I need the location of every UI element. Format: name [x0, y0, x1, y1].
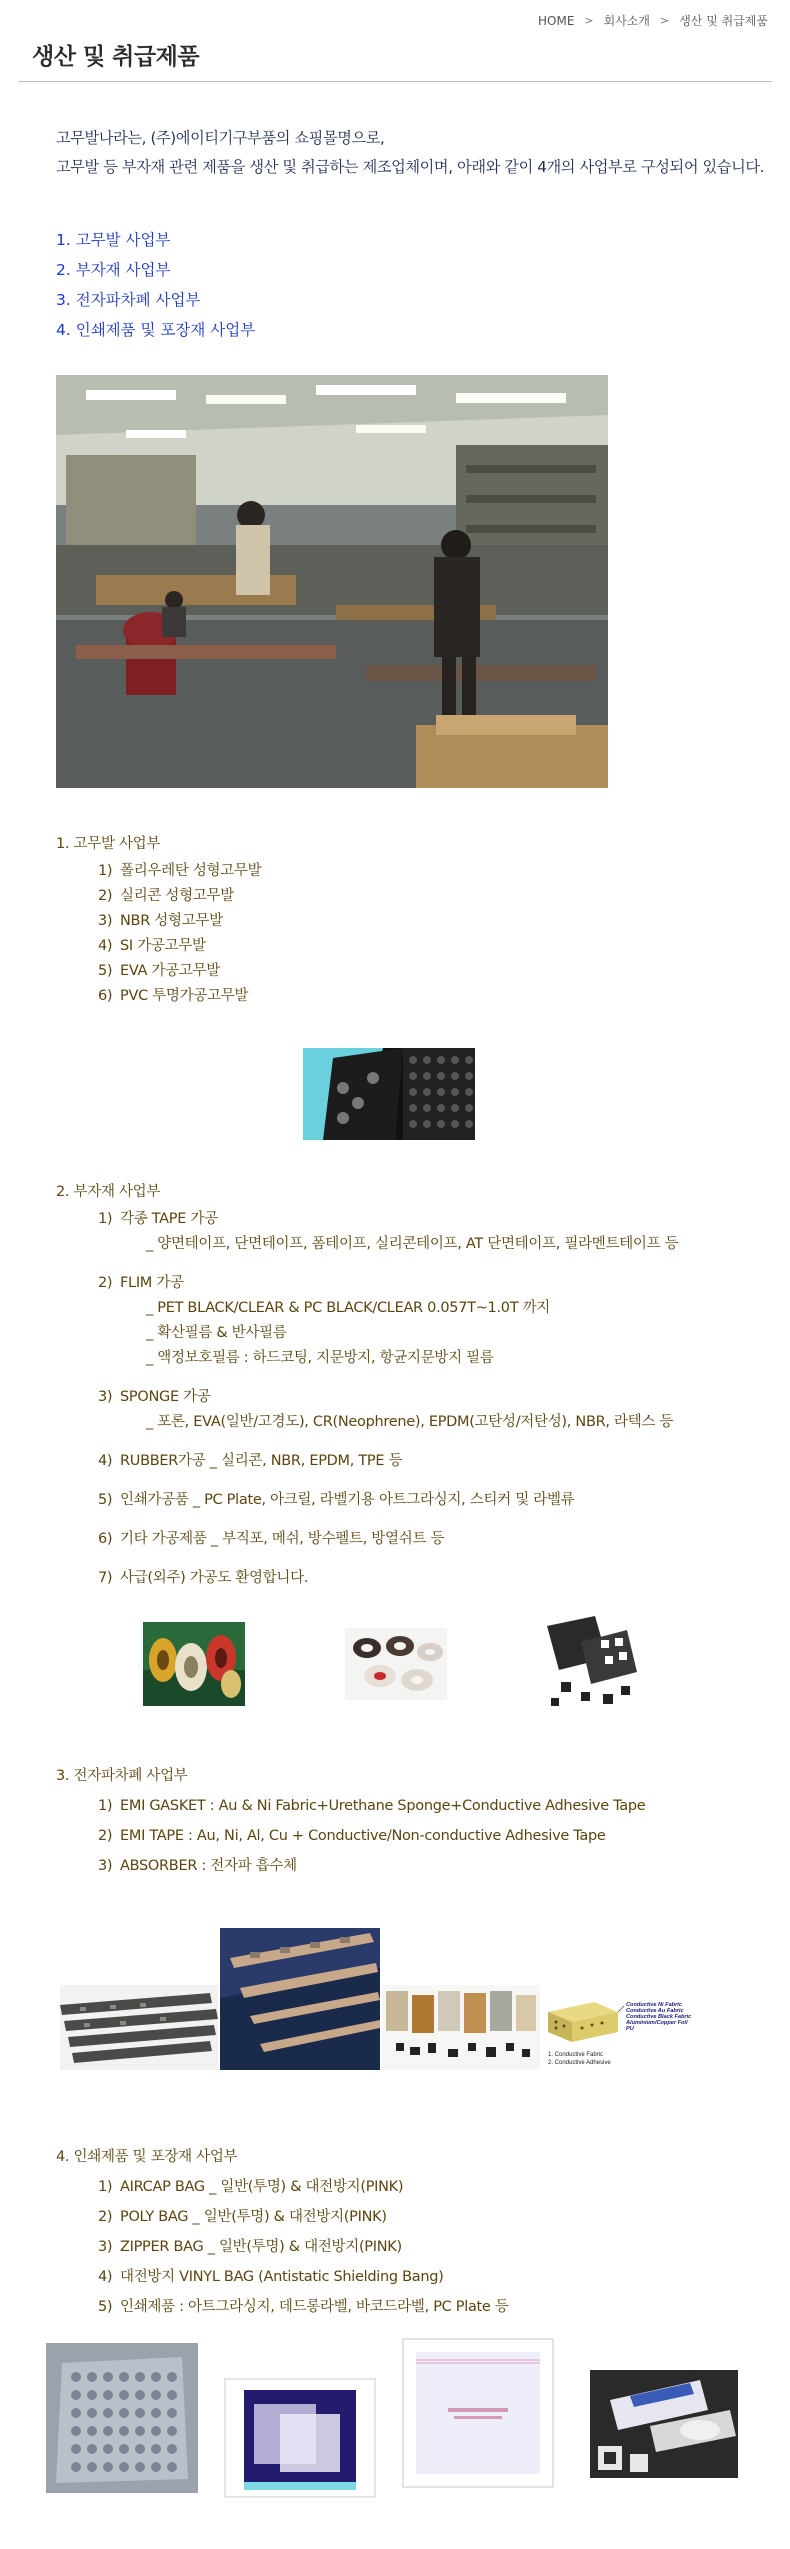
list-item: 5) 인쇄가공품 _ PC Plate, 아크릴, 라벨기용 아트그라싱지, 스티커 및 라벨류 [98, 1492, 575, 1508]
chevron-right-icon: > [660, 14, 670, 27]
section-heading: 2. 부자재 사업부 [56, 1184, 161, 1200]
division-list [56, 225, 255, 345]
list-item: 4) 대전방지 VINYL BAG (Antistatic Shielding Bang) [98, 2269, 444, 2285]
diagram-label: 1. Conductive Fabric [548, 2052, 604, 2058]
printed-labels-image [590, 2370, 738, 2478]
section-subsidiary [56, 1180, 678, 1591]
sponge-parts-image [541, 1612, 643, 1714]
diagram-label: Conductive Black Fabric [626, 2014, 692, 2020]
list-item: 2) FLIM 가공 [98, 1275, 184, 1291]
breadcrumb-current: 생산 및 취급제품 [679, 14, 768, 28]
list-item: 3) ABSORBER : 전자파 흡수체 [98, 1858, 297, 1874]
list-sub-item: _ PET BLACK/CLEAR & PC BLACK/CLEAR 0.057T~1.0T 까지 [146, 1300, 551, 1316]
breadcrumb-company-link[interactable]: 회사소개 [603, 14, 650, 28]
title-divider [18, 81, 772, 82]
list-item: 7) 사급(외주) 가공도 환영합니다. [98, 1570, 309, 1586]
rubber-feet-image [303, 1048, 475, 1140]
division-link-subsidiary[interactable]: 2. 부자재 사업부 [56, 261, 171, 279]
list-item: 4) SI 가공고무발 [98, 938, 206, 954]
list-sub-item: _ 확산필름 & 반사필름 [146, 1325, 287, 1341]
section-printing [56, 2145, 509, 2322]
list-item: 3) NBR 성형고무발 [98, 913, 223, 929]
diagram-label: PU [626, 2026, 634, 2032]
list-sub-item: _ 양면테이프, 단면테이프, 폼테이프, 실리콘테이프, AT 단면테이프, 필라멘트테이프 등 [146, 1236, 679, 1252]
list-item: 1) 각종 TAPE 가공 [98, 1211, 218, 1227]
foam-tape-image [345, 1628, 447, 1700]
intro-line-2: 고무발 등 부자재 관련 제품을 생산 및 취급하는 제조업체이며, 아래와 같이 4개의 사업부로 구성되어 있습니다. [56, 158, 765, 176]
list-item: 1) 폴리우레탄 성형고무발 [98, 863, 262, 879]
list-item: 1) EMI GASKET : Au & Ni Fabric+Urethane Sponge+Conductive Adhesive Tape [98, 1798, 646, 1814]
emi-tape-image [220, 1928, 380, 2070]
list-item: 4) RUBBER가공 _ 실리콘, NBR, EPDM, TPE 등 [98, 1453, 403, 1469]
diagram-label: Conductive Au Fabric [626, 2008, 684, 2014]
list-item: 6) PVC 투명가공고무발 [98, 988, 249, 1004]
list-item: 5) 인쇄제품 : 아트그라싱지, 데드롱라벨, 바코드라벨, PC Plate 등 [98, 2299, 509, 2315]
intro-line-1: 고무발나라는, (주)에이티기구부품의 쇼핑몰명으로, [56, 129, 385, 147]
list-item: 2) POLY BAG _ 일반(투명) & 대전방지(PINK) [98, 2209, 387, 2225]
list-item: 6) 기타 가공제품 _ 부직포, 메쉬, 방수펠트, 방열쉬트 등 [98, 1531, 445, 1547]
list-item: 3) ZIPPER BAG _ 일반(투명) & 대전방지(PINK) [98, 2239, 402, 2255]
emi-layer-diagram [542, 1998, 724, 2070]
list-item: 1) AIRCAP BAG _ 일반(투명) & 대전방지(PINK) [98, 2179, 404, 2195]
intro-text [56, 124, 764, 182]
list-item: 3) SPONGE 가공 [98, 1389, 211, 1405]
emi-gasket-image [60, 1985, 218, 2070]
division-link-printing[interactable]: 4. 인쇄제품 및 포장재 사업부 [56, 321, 256, 339]
list-item: 2) EMI TAPE : Au, Ni, Al, Cu + Conductive/Non-conductive Adhesive Tape [98, 1828, 606, 1844]
diagram-label: Conductive Ni Fabric [626, 2002, 682, 2008]
diagram-label: 2. Conductive Adhesive [548, 2060, 611, 2066]
section-emi [56, 1764, 645, 1881]
list-item: 5) EVA 가공고무발 [98, 963, 221, 979]
aircap-bag-image [46, 2343, 198, 2493]
breadcrumb-home-link[interactable]: HOME [538, 13, 575, 28]
zipper-bag-image [402, 2338, 554, 2488]
poly-bag-image [224, 2378, 376, 2498]
factory-photo [56, 375, 608, 788]
section-rubber-feet [56, 832, 261, 1009]
chevron-right-icon: > [584, 14, 594, 27]
list-sub-item: _ 포론, EVA(일반/고경도), CR(Neophrene), EPDM(고탄성/저탄성), NBR, 라텍스 등 [146, 1414, 674, 1430]
list-item: 2) 실리콘 성형고무발 [98, 888, 234, 904]
breadcrumb [538, 12, 768, 29]
division-link-rubber-feet[interactable]: 1. 고무발 사업부 [56, 231, 171, 249]
emi-foil-image [382, 1985, 540, 2070]
page-title: 생산 및 취급제품 [32, 44, 200, 70]
list-sub-item: _ 액정보호필름 : 하드코팅, 지문방지, 항균지문방지 필름 [146, 1350, 494, 1366]
tape-rolls-image [143, 1622, 245, 1706]
section-heading: 1. 고무발 사업부 [56, 836, 161, 852]
division-link-emi[interactable]: 3. 전자파차폐 사업부 [56, 291, 201, 309]
section-heading: 4. 인쇄제품 및 포장재 사업부 [56, 2149, 238, 2165]
section-heading: 3. 전자파차폐 사업부 [56, 1768, 188, 1784]
diagram-label: Aluminium/Copper Foil [626, 2020, 688, 2026]
